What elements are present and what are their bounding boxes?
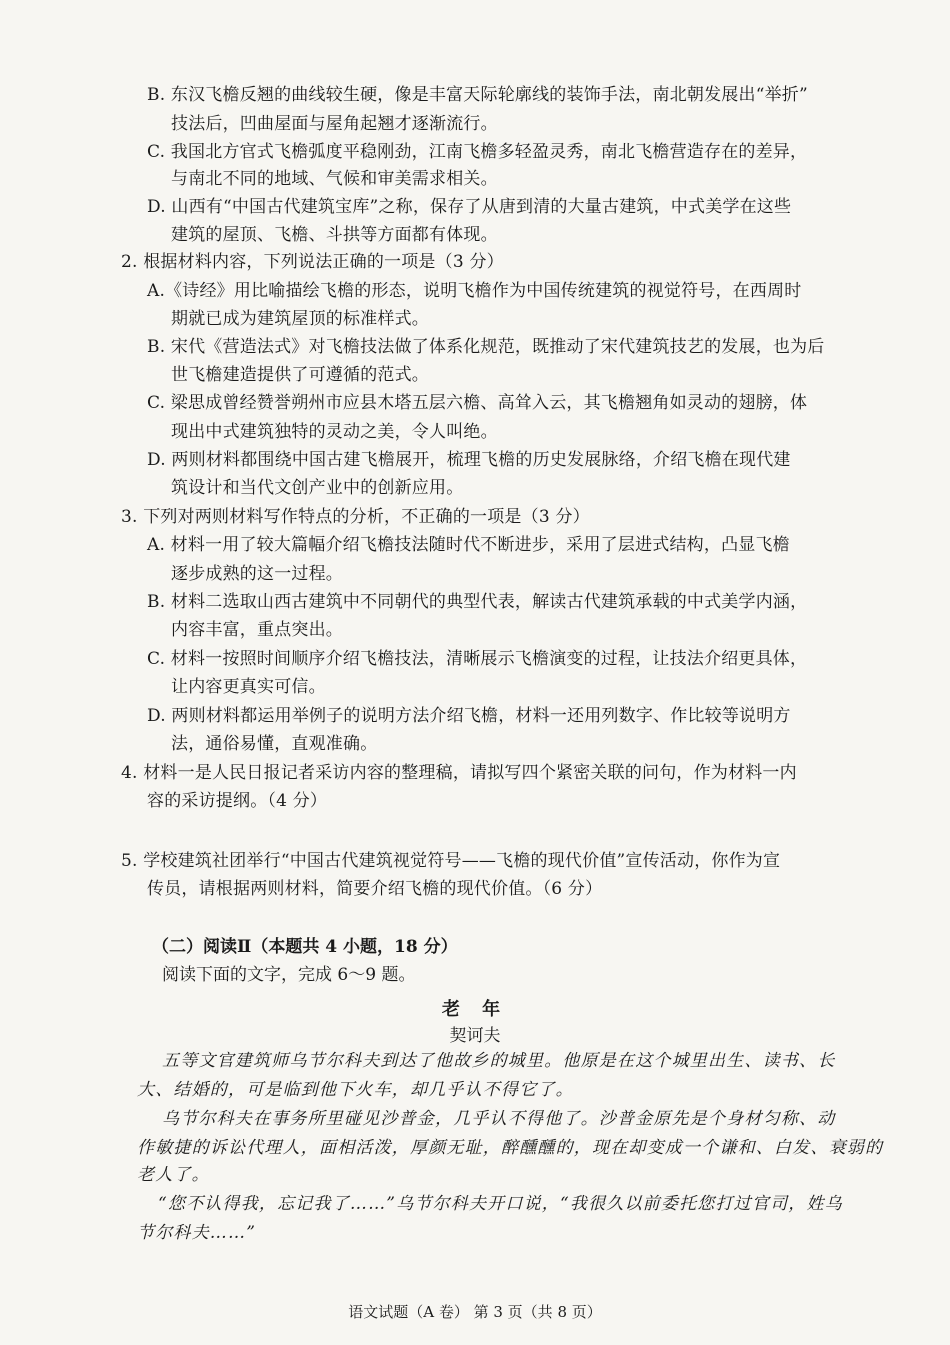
story-paragraph-2-line1: 乌节尔科夫在事务所里碰见沙普金，几乎认不得他了。沙普金原先是个身材匀称、动 — [162, 1109, 836, 1129]
q4-line2: 容的采访提纲。（4 分） — [147, 791, 328, 811]
q1-option-c-line1: C. 我国北方官式飞檐弧度平稳刚劲，江南飞檐多轻盈灵秀，南北飞檐营造存在的差异， — [147, 142, 808, 162]
q3-option-d-line2: 法，通俗易懂，直观准确。 — [171, 734, 378, 754]
story-paragraph-2-line3: 老人了。 — [137, 1165, 210, 1185]
story-paragraph-1-line2: 大、结婚的，可是临到他下火车，却几乎认不得它了。 — [137, 1080, 574, 1100]
story-paragraph-1-line1: 五等文官建筑师乌节尔科夫到达了他故乡的城里。他原是在这个城里出生、读书、长 — [162, 1051, 836, 1071]
q2-option-d-line1: D. 两则材料都围绕中国古建飞檐展开，梳理飞檐的历史发展脉络，介绍飞檐在现代建 — [147, 450, 791, 470]
page-footer: 语文试题（A 卷） 第 3 页（共 8 页） — [348, 1303, 602, 1321]
q3-option-d-line1: D. 两则材料都运用举例子的说明方法介绍飞檐，材料一还用列数字、作比较等说明方 — [147, 706, 791, 726]
q3-option-b-line1: B. 材料二选取山西古建筑中不同朝代的典型代表，解读古代建筑承载的中式美学内涵， — [147, 592, 808, 612]
story-paragraph-2-line2: 作敏捷的诉讼代理人，面相活泼，厚颜无耻，醉醺醺的，现在却变成一个谦和、白发、衰弱的 — [137, 1138, 884, 1158]
section-heading: （二）阅读Ⅱ（本题共 4 小题，18 分） — [152, 937, 458, 957]
q1-option-d-line1: D. 山西有“中国古代建筑宝库”之称，保存了从唐到清的大量古建筑，中式美学在这些 — [147, 197, 792, 217]
q5-line2: 传员，请根据两则材料，简要介绍飞檐的现代价值。（6 分） — [147, 879, 603, 899]
q2-option-a-line1: A.《诗经》用比喻描绘飞檐的形态，说明飞檐作为中国传统建筑的视觉符号，在西周时 — [147, 281, 802, 301]
q2-option-b-line1: B. 宋代《营造法式》对飞檐技法做了体系化规范，既推动了宋代建筑技艺的发展，也为后 — [147, 337, 825, 357]
story-paragraph-3-line2: 节尔科夫……” — [137, 1223, 257, 1243]
q3-stem: 3. 下列对两则材料写作特点的分析，不正确的一项是（3 分） — [121, 507, 590, 527]
q1-option-c-line2: 与南北不同的地域、气候和审美需求相关。 — [171, 169, 498, 189]
story-title: 老 年 — [441, 999, 509, 1020]
q3-option-a-line2: 逐步成熟的这一过程。 — [171, 564, 343, 584]
q2-option-a-line2: 期就已成为建筑屋顶的标准样式。 — [171, 309, 429, 329]
q3-option-c-line1: C. 材料一按照时间顺序介绍飞檐技法，清晰展示飞檐演变的过程，让技法介绍更具体， — [147, 649, 808, 669]
q2-option-c-line1: C. 梁思成曾经赞誉朔州市应县木塔五层六檐、高耸入云，其飞檐翘角如灵动的翅膀，体 — [147, 393, 808, 413]
q2-stem: 2. 根据材料内容，下列说法正确的一项是（3 分） — [121, 252, 504, 272]
q1-option-b-line2: 技法后，凹曲屋面与屋角起翘才逐渐流行。 — [171, 114, 498, 134]
story-paragraph-3-line1: “您不认得我，忘记我了……”乌节尔科夫开口说，“我很久以前委托您打过官司，姓乌 — [158, 1194, 843, 1214]
q3-option-c-line2: 让内容更真实可信。 — [171, 677, 326, 697]
q3-option-a-line1: A. 材料一用了较大篇幅介绍飞檐技法随时代不断进步，采用了层进式结构，凸显飞檐 — [147, 535, 790, 555]
section-instruction: 阅读下面的文字，完成 6～9 题。 — [162, 965, 416, 985]
q2-option-b-line2: 世飞檐建造提供了可遵循的范式。 — [171, 365, 429, 385]
q2-option-d-line2: 筑设计和当代文创产业中的创新应用。 — [171, 478, 464, 498]
q2-option-c-line2: 现出中式建筑独特的灵动之美，令人叫绝。 — [171, 422, 498, 442]
q5-line1: 5. 学校建筑社团举行“中国古代建筑视觉符号——飞檐的现代价值”宣传活动，你作为宣 — [121, 851, 781, 871]
story-author: 契诃夫 — [449, 1026, 501, 1046]
q1-option-d-line2: 建筑的屋顶、飞檐、斗拱等方面都有体现。 — [171, 225, 498, 245]
q1-option-b-line1: B. 东汉飞檐反翘的曲线较生硬，像是丰富天际轮廓线的装饰手法，南北朝发展出“举折” — [147, 85, 808, 105]
q4-line1: 4. 材料一是人民日报记者采访内容的整理稿，请拟写四个紧密关联的问句，作为材料一内 — [121, 763, 797, 783]
q3-option-b-line2: 内容丰富，重点突出。 — [171, 620, 343, 640]
